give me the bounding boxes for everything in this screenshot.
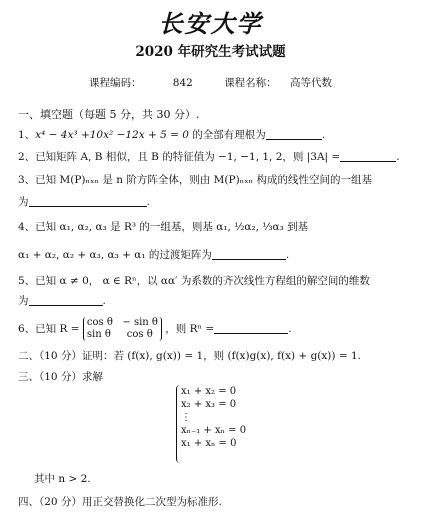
question-5-line1: 5、已知 α ≠ 0， α ∈ Rⁿ，以 αα′ 为系数的齐次线性方程组的解空间的维数 — [18, 275, 370, 287]
question-4-line2: α₁ + α₂, α₂ + α₃, α₃ + α₁ 的过渡矩阵为 . — [18, 249, 290, 261]
rotation-matrix: cos θ − sin θ sin θ cos θ — [83, 317, 162, 341]
question-1: 1、x⁴ − 4x³ +10x² −12x + 5 = 0 的全部有理根为 . — [18, 129, 326, 141]
section3-heading: 三、（10 分）求解 — [18, 371, 103, 383]
question-4-line1: 4、已知 α₁, α₂, α₃ 是 R³ 的一组基，则基 α₁, ½α₂, ⅓α₃ 到基 — [18, 221, 309, 233]
question-3-line2: 为 . — [18, 196, 150, 208]
section1-heading: 一、填空题（每题 5 分，共 30 分）. — [18, 108, 200, 121]
section4-question: 四、（20 分）用正交替换化二次型为标准形. — [18, 496, 222, 508]
course-name-label: 课程名称： — [224, 77, 277, 89]
university-logo: 长安大学 — [158, 9, 263, 38]
question-5-line2: 为 . — [18, 295, 106, 307]
section3-note: 其中 n > 2. — [34, 473, 91, 485]
course-info — [0, 75, 421, 90]
course-code-label: 课程编码： — [88, 77, 142, 89]
question-3-line1: 3、已知 M(P)ₙₓₙ 是 n 阶方阵全体，则由 M(P)ₙₓₙ 构成的线性空间的一组基 — [18, 174, 373, 186]
question-2: 2、已知矩阵 A, B 相似，且 B 的特征值为 −1, −1, 1, 2，则 |3A| = . — [18, 151, 400, 163]
course-name: 高等代数 — [290, 77, 333, 89]
course-code: 842 — [172, 77, 193, 89]
section2-question: 二、（10 分）证明：若 (f(x), g(x)) = 1，则 (f(x)g(x), f(x) + g(x)) = 1. — [18, 350, 361, 362]
exam-title: 2020 年研究生考试试题 — [135, 44, 286, 60]
linear-system: x₁ + x₂ = 0 x₂ + x₃ = 0 ⋮ xₙ₋₁ + xₙ = 0 x₁ + xₙ = 0 — [176, 385, 271, 463]
question-6: 6、已知 R = cos θ − sin θ sin θ cos θ ，则 Rⁿ = . — [18, 317, 292, 340]
